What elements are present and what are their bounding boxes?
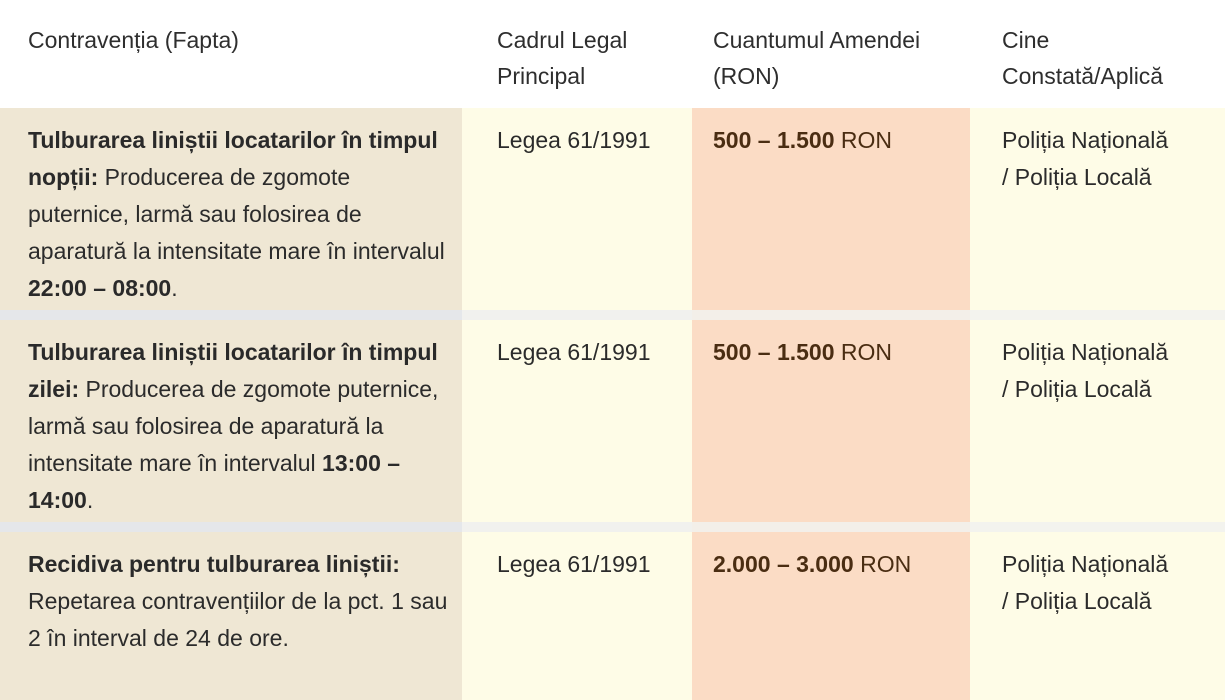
fapta-title: Tulburarea liniștii locatarilor în timpul nopții: (28, 127, 438, 190)
amenda-amount: 2.000 – 3.000 (713, 551, 854, 577)
table-row (0, 320, 1225, 522)
cell-fapta (0, 532, 462, 700)
header-cine-line2: Constată/Aplică (1002, 63, 1164, 89)
fapta-desc: Repetarea contravențiilor de la pct. 1 sau 2 în interval de 24 de ore. (28, 588, 448, 651)
cell-lege (462, 532, 692, 700)
fapta-desc: Producerea de zgomote puternice, larmă sau folosirea de aparatură la intensitate mare în intervalul (28, 164, 445, 264)
header-cine-constata (1002, 22, 1212, 94)
cell-lege (462, 320, 692, 522)
amenda-amount: 500 – 1.500 (713, 339, 835, 365)
fapta-title: Recidiva pentru tulburarea liniștii: (28, 551, 400, 577)
cell-fapta (0, 320, 462, 522)
header-amenda-line2: (RON) (713, 63, 780, 89)
header-fapta (28, 22, 468, 58)
cell-cine (970, 320, 1225, 522)
row-separator (0, 310, 1225, 320)
cell-amenda (692, 108, 970, 310)
header-cine-line1: Cine (1002, 27, 1050, 53)
fapta-text (28, 546, 448, 657)
header-cadru-line2: Principal (497, 63, 586, 89)
cine-line2: / Poliția Locală (1002, 376, 1152, 402)
lege-text: Legea 61/1991 (497, 339, 651, 365)
cell-cine (970, 108, 1225, 310)
cell-fapta (0, 108, 462, 310)
fapta-title: Tulburarea liniștii locatarilor în timpul zilei: (28, 339, 438, 402)
cine-line1: Poliția Națională (1002, 551, 1169, 577)
amenda-unit: RON (853, 551, 912, 577)
fapta-text (28, 334, 448, 519)
header-amenda-line1: Cuantumul Amendei (713, 27, 921, 53)
amenda-text (713, 546, 970, 583)
fapta-text (28, 122, 448, 307)
cell-amenda (692, 532, 970, 700)
cell-cine (970, 532, 1225, 700)
header-fapta-label: Contravenția (Fapta) (28, 27, 239, 53)
amenda-text (713, 122, 970, 159)
header-cadru-line1: Cadrul Legal (497, 27, 628, 53)
cine-line2: / Poliția Locală (1002, 588, 1152, 614)
cell-amenda (692, 320, 970, 522)
header-cadru-legal (497, 22, 687, 94)
cine-line2: / Poliția Locală (1002, 164, 1152, 190)
amenda-amount: 500 – 1.500 (713, 127, 835, 153)
amenda-unit: RON (834, 339, 893, 365)
row-separator (0, 522, 1225, 532)
amenda-unit: RON (834, 127, 893, 153)
header-cuantum-amenda (713, 22, 963, 94)
cell-lege (462, 108, 692, 310)
lege-text: Legea 61/1991 (497, 551, 651, 577)
cine-line1: Poliția Națională (1002, 339, 1169, 365)
fapta-desc: Producerea de zgomote puternice, larmă sau folosirea de aparatură la intensitate mare în intervalul (28, 376, 439, 476)
fapta-interval: 13:00 – 14:00 (28, 450, 401, 513)
table-header (0, 0, 1225, 108)
amenda-text (713, 334, 970, 371)
fapta-end: . (86, 487, 94, 513)
cine-line1: Poliția Națională (1002, 127, 1169, 153)
table-row (0, 108, 1225, 310)
fapta-interval: 22:00 – 08:00 (28, 275, 172, 301)
table-row (0, 532, 1225, 700)
fapta-end: . (171, 275, 178, 301)
lege-text: Legea 61/1991 (497, 127, 651, 153)
